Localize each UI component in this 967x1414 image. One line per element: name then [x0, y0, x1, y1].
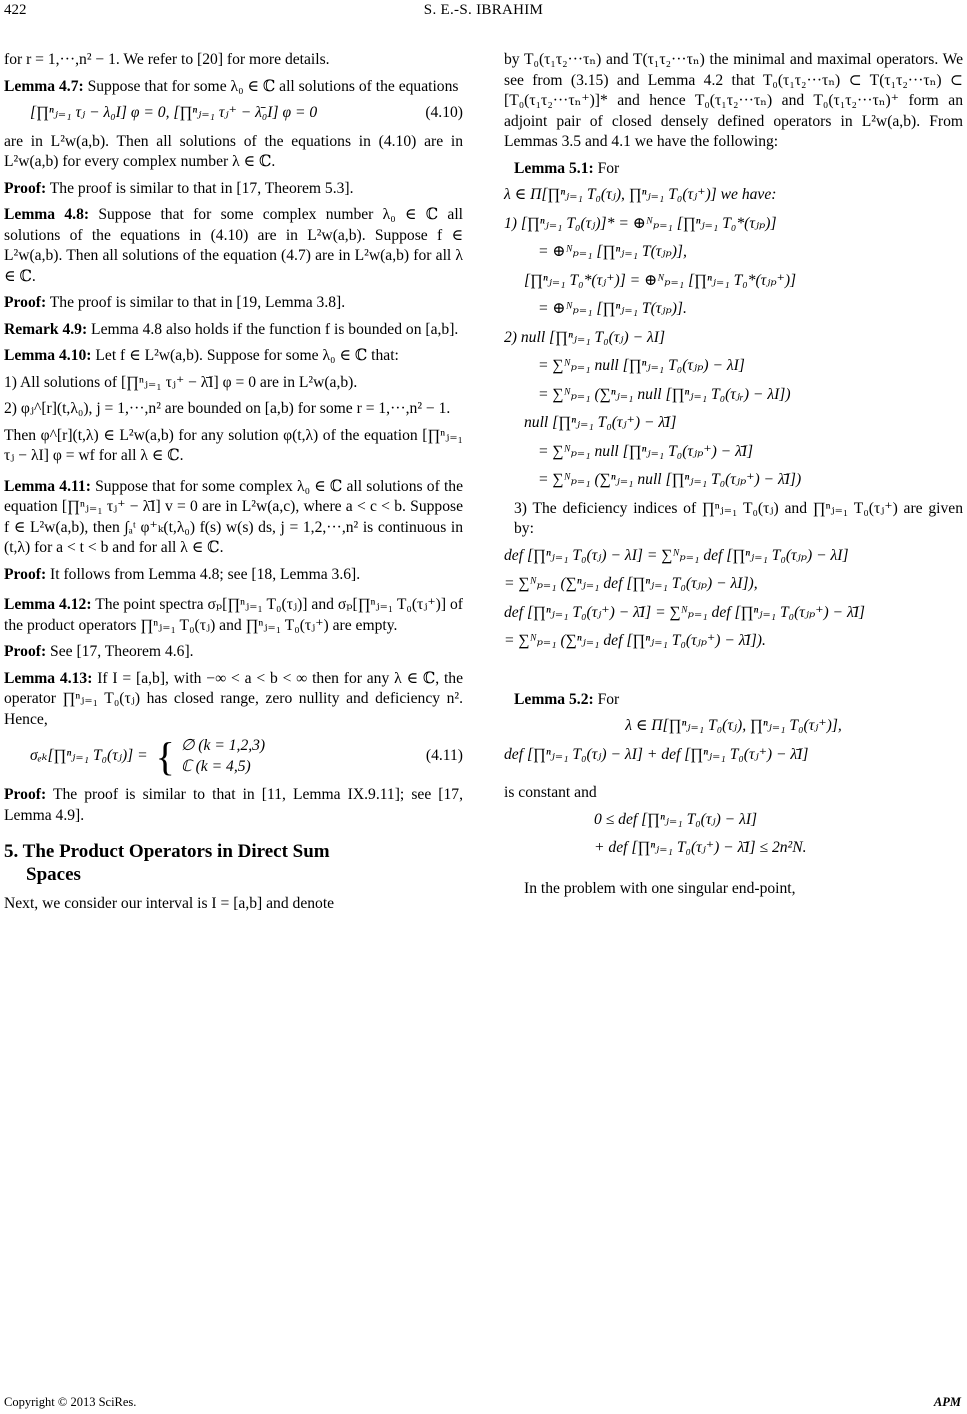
equation-lhs: σₑₖ[∏ⁿⱼ₌₁ T₀(τⱼ)] = [30, 747, 148, 765]
proof-text: The proof is similar to that in [11, Lemma IX.9.11]; see [17, Lemma 4.9]. [4, 786, 463, 824]
proof-text: The proof is similar to that in [19, Lemma 3.8]. [46, 294, 346, 311]
page-number: 422 [4, 2, 27, 18]
equation: = ∑ᴺₚ₌₁ null [∏ⁿⱼ₌₁ T₀(τⱼₚ⁺) − λ̄I] [538, 442, 754, 460]
case-brace: { [155, 733, 175, 779]
lemma-text: For [593, 690, 620, 708]
lemma-4-8 [4, 205, 463, 287]
proof-label: Proof: [4, 565, 47, 583]
lemma-item: 2) φⱼ^[r](t,λ₀), j = 1,···,n² are bounded on [a,b) for some r = 1,···,n² − 1. [4, 400, 451, 417]
lemma-text: Suppose that for some complex number λ₀ ∈ ℂ all solutions of the equations in (4.10) are in L²w(a,b). Suppose f ∈ L²w(a,b). Then all solutions of the equation (4.7) are in L²w(a,b) for all λ ∈ ℂ. [4, 206, 463, 285]
lemma-label: Lemma 4.11: [4, 477, 91, 495]
lemma-4-10 [4, 346, 463, 367]
equation-4-10 [4, 103, 463, 124]
lemma-label: Lemma 4.7: [4, 77, 84, 95]
paragraph: In the problem with one singular end-point, [524, 879, 796, 897]
equation-4-11 [4, 733, 463, 779]
proof-text: It follows from Lemma 4.8; see [18, Lemma 3.6]. [46, 565, 361, 583]
equation: def [∏ⁿⱼ₌₁ T₀(τⱼ) − λI] = ∑ᴺₚ₌₁ def [∏ⁿⱼ₌₁ T₀(τⱼₚ) − λI] [504, 546, 849, 564]
proof-label: Proof: [4, 179, 47, 197]
proof-text: See [17, Theorem 4.6]. [46, 643, 194, 660]
lemma-label: Lemma 5.1: [514, 159, 594, 177]
copyright-notice: Copyright © 2013 SciRes. [4, 1395, 137, 1409]
proof [4, 179, 463, 200]
lemma-label: Lemma 4.13: [4, 669, 93, 687]
remark-4-9 [4, 320, 463, 341]
proof [4, 293, 463, 314]
lemma-5-1 [504, 159, 963, 180]
proof-label: Proof: [4, 643, 47, 660]
paragraph: by T₀(τ₁τ₂···τₙ) and T(τ₁τ₂···τₙ) the minimal and maximal operators. We see from (3.15) and Lemma 4.2 that T₀(τ₁τ₂···τₙ) ⊂ T(τ₁τ₂···τₙ) ⊂ [T₀(τ₁τ₂···τₙ⁺)]* and hence T₀(τ₁τ₂···τₙ) and T₀(τ₁τ₂···τₙ)⁺ form an adjoint pair of closed densely defined operators in L²w(a,b). From Lemmas 3.5 and 4.1 we have the following: [504, 51, 963, 150]
lemma-text: For [593, 159, 620, 177]
remark-text: Lemma 4.8 also holds if the function f is bounded on [a,b]. [87, 320, 459, 338]
section-title-line: 5. The Product Operators in Direct Sum [4, 841, 330, 862]
left-column [4, 50, 463, 921]
proof-text: The proof is similar to that in [17, Theorem 5.3]. [46, 179, 354, 197]
equation: λ ∈ Π[∏ⁿⱼ₌₁ T₀(τⱼ), ∏ⁿⱼ₌₁ T₀(τⱼ⁺)], [625, 717, 842, 734]
paragraph: for r = 1,···,n² − 1. We refer to [20] for more details. [4, 51, 330, 68]
lemma-4-7 [4, 77, 463, 98]
lemma-item: 1) All solutions of [∏ⁿⱼ₌₁ τⱼ⁺ − λ̄I] φ = 0 are in L²w(a,b). [4, 373, 358, 391]
equation: = ∑ᴺₚ₌₁ null [∏ⁿⱼ₌₁ T₀(τⱼₚ) − λI] [538, 357, 745, 374]
case-line: ℂ (k = 4,5) [180, 757, 251, 775]
proof-label: Proof: [4, 786, 47, 803]
lemma-5-2 [504, 690, 963, 711]
lemma-4-12 [4, 595, 463, 636]
paragraph: are in L²w(a,b). Then all solutions of the equations in (4.10) are in L²w(a,b) for every complex number λ ∈ ℂ. [4, 132, 463, 170]
lemma-label: Lemma 4.10: [4, 347, 92, 364]
lemma-text: Suppose that for some λ₀ ∈ ℂ all solutions of the equations [83, 77, 459, 95]
equation-number: (4.11) [425, 747, 463, 765]
equation-number: (4.10) [425, 104, 463, 121]
paragraph: 3) The deficiency indices of ∏ⁿⱼ₌₁ T₀(τⱼ) and ∏ⁿⱼ₌₁ T₀(τⱼ⁺) are given by: [514, 499, 963, 537]
lemma-text: If I = [a,b], with −∞ < a < b < ∞ then for any λ ∈ ℂ, the operator ∏ⁿⱼ₌₁ T₀(τⱼ) has closed range, zero nullity and deficiency n². Hence, [4, 669, 463, 728]
equation: = ∑ᴺₚ₌₁ (∑ⁿⱼ₌₁ null [∏ⁿⱼ₌₁ T₀(τⱼᵣ) − λI]) [538, 385, 791, 403]
equation: def [∏ⁿⱼ₌₁ T₀(τⱼ⁺) − λ̄I] = ∑ᴺₚ₌₁ def [∏ⁿⱼ₌₁ T₀(τⱼₚ⁺) − λ̄I] [504, 603, 865, 621]
remark-label: Remark 4.9: [4, 320, 88, 338]
equation: = ⊕ᴺₚ₌₁ [∏ⁿⱼ₌₁ T(τⱼₚ)]. [538, 300, 687, 317]
equation: [∏ⁿⱼ₌₁ T₀*(τⱼ⁺)] = ⊕ᴺₚ₌₁ [∏ⁿⱼ₌₁ T₀*(τⱼₚ⁺)] [524, 271, 797, 289]
equation: = ∑ᴺₚ₌₁ (∑ⁿⱼ₌₁ def [∏ⁿⱼ₌₁ T₀(τⱼₚ⁺) − λ̄I]). [504, 632, 766, 649]
proof [4, 565, 463, 586]
equation-cases [181, 736, 265, 777]
equation-body: [∏ⁿⱼ₌₁ τⱼ − λ₀I] φ = 0, [∏ⁿⱼ₌₁ τⱼ⁺ − λ̄₀I] φ = 0 [30, 104, 318, 121]
proof [4, 785, 463, 826]
lemma-4-13 [4, 669, 463, 731]
equation: = ∑ᴺₚ₌₁ (∑ⁿⱼ₌₁ def [∏ⁿⱼ₌₁ T₀(τⱼₚ) − λI]), [504, 575, 758, 592]
paragraph: Next, we consider our interval is I = [a,b] and denote [4, 895, 335, 912]
journal-name: APM [933, 1395, 961, 1409]
lemma-label: Lemma 4.8: [4, 206, 90, 223]
page-footer [0, 1395, 967, 1411]
proof-label: Proof: [4, 294, 47, 311]
equation: = ∑ᴺₚ₌₁ (∑ⁿⱼ₌₁ null [∏ⁿⱼ₌₁ T₀(τⱼₚ⁺) − λ̄I]) [538, 471, 802, 488]
equation: λ ∈ Π[∏ⁿⱼ₌₁ T₀(τⱼ), ∏ⁿⱼ₌₁ T₀(τⱼ⁺)] we have: [504, 186, 777, 203]
lemma-label: Lemma 4.12: [4, 596, 92, 613]
equation: def [∏ⁿⱼ₌₁ T₀(τⱼ) − λI] + def [∏ⁿⱼ₌₁ T₀(τⱼ⁺) − λ̄I] [504, 745, 809, 763]
lemma-4-11 [4, 477, 463, 559]
equation: 0 ≤ def [∏ⁿⱼ₌₁ T₀(τⱼ) − λI] [594, 810, 758, 828]
right-column [504, 50, 963, 905]
lemma-text: Suppose that for some complex λ₀ ∈ ℂ all solutions of the equation [∏ⁿⱼ₌₁ τⱼ⁺ − λ̄I] v = 0 are in L²w(a,c), where a < c < b. Suppose f ∈ L²w(a,b), then ∫ₐᵗ φ⁺ₖ(t,λ₀) f(s) w(s) ds, j = 1,2,···,n² is continuous in (t,λ) for a < t < b and for all λ ∈ ℂ. [4, 477, 463, 556]
proof [4, 642, 463, 663]
equation: 1) [∏ⁿⱼ₌₁ T₀(τⱼ)]* = ⊕ᴺₚ₌₁ [∏ⁿⱼ₌₁ T₀*(τⱼₚ)] [504, 214, 777, 232]
lemma-text: Let f ∈ L²w(a,b). Suppose for some λ₀ ∈ ℂ that: [91, 347, 399, 364]
equation: + def [∏ⁿⱼ₌₁ T₀(τⱼ⁺) − λ̄I] ≤ 2n²N. [594, 839, 807, 856]
case-line: ∅ (k = 1,2,3) [180, 737, 266, 754]
running-author: S. E.-S. IBRAHIM [423, 2, 544, 18]
lemma-label: Lemma 5.2: [514, 690, 594, 708]
equation: = ⊕ᴺₚ₌₁ [∏ⁿⱼ₌₁ T(τⱼₚ)], [538, 243, 687, 260]
section-heading [4, 840, 463, 886]
paragraph: is constant and [504, 784, 597, 801]
section-title-line: Spaces [26, 864, 81, 885]
lemma-conclusion: Then φ^[r](t,λ) ∈ L²w(a,b) for any solution φ(t,λ) of the equation [∏ⁿⱼ₌₁ τⱼ − λI] φ = wf for all λ ∈ ℂ. [4, 426, 463, 464]
page-header [0, 2, 967, 26]
equation: null [∏ⁿⱼ₌₁ T₀(τⱼ⁺) − λ̄I] [524, 414, 677, 431]
lemma-text: The point spectra σₚ[∏ⁿⱼ₌₁ T₀(τⱼ)] and σₚ[∏ⁿⱼ₌₁ T₀(τⱼ⁺)] of the product operators ∏ⁿⱼ₌₁ T₀(τⱼ) and ∏ⁿⱼ₌₁ T₀(τⱼ⁺) are empty. [4, 596, 463, 634]
equation: 2) null [∏ⁿⱼ₌₁ T₀(τⱼ) − λI] [504, 328, 666, 346]
